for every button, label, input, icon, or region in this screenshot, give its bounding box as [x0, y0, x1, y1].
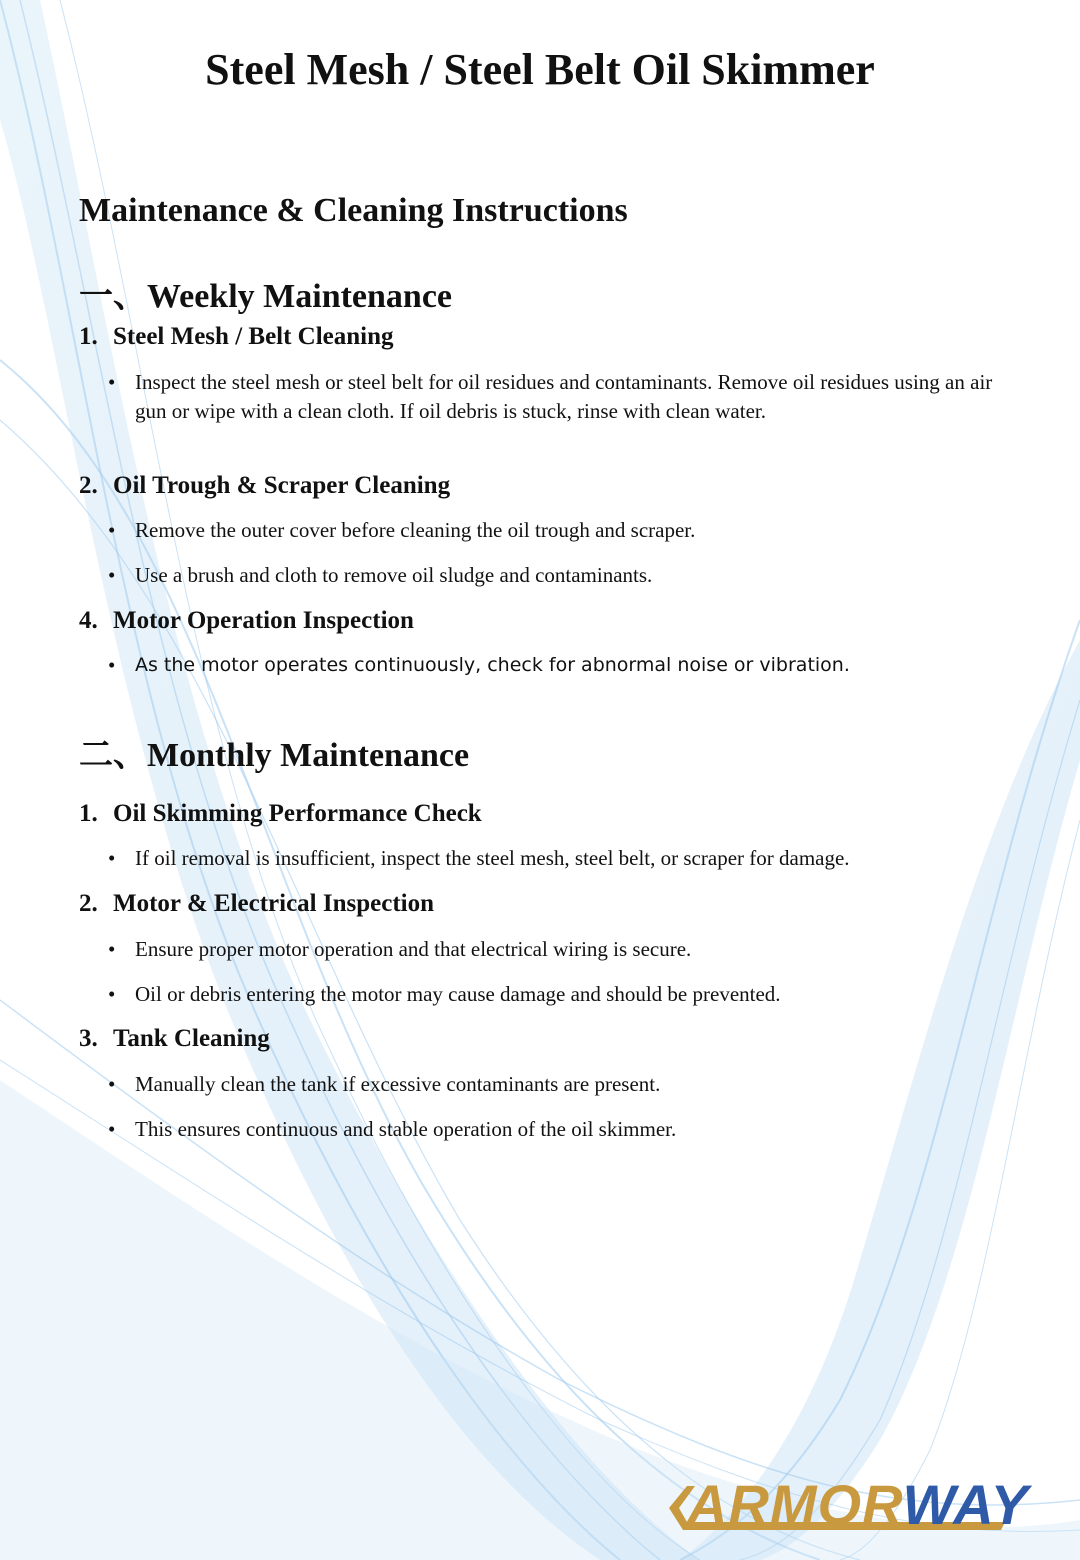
section-number: 二、: [79, 735, 147, 775]
bullet-item: • As the motor operates continuously, check for abnormal noise or vibration.: [108, 653, 850, 677]
bullet-item: • Manually clean the tank if excessive contaminants are present.: [108, 1072, 661, 1096]
section-title: Monthly Maintenance: [147, 737, 470, 774]
bullet-item: • Use a brush and cloth to remove oil sludge and contaminants.: [108, 563, 653, 587]
document-title: Steel Mesh / Steel Belt Oil Skimmer: [205, 45, 875, 94]
item-heading: 1. Oil Skimming Performance Check: [79, 800, 482, 827]
bullet-item: • Remove the outer cover before cleaning the oil trough and scraper.: [108, 518, 696, 542]
bullet-item: • If oil removal is insufficient, inspect the steel mesh, steel belt, or scraper for damage.: [108, 846, 850, 870]
section-number: 一、: [79, 276, 147, 316]
item-heading: 2. Motor & Electrical Inspection: [79, 890, 434, 917]
item-heading: 3. Tank Cleaning: [79, 1025, 270, 1052]
bullet-item: • Oil or debris entering the motor may cause damage and should be prevented.: [108, 982, 781, 1006]
document-subtitle: Maintenance & Cleaning Instructions: [79, 192, 628, 229]
item-heading: 4. Motor Operation Inspection: [79, 607, 414, 634]
armorway-logo: [665, 1473, 1070, 1538]
bullet-item: • Inspect the steel mesh or steel belt for oil residues and contaminants. Remove oil residues using an air gun or wipe with a clean cloth. If oil debris is stuck, rinse with clean water.: [108, 370, 993, 423]
bullet-item: • This ensures continuous and stable operation of the oil skimmer.: [108, 1117, 677, 1141]
logo-text-armor: ARMOR: [687, 1473, 903, 1536]
section-heading-monthly: [79, 727, 469, 776]
item-heading: 2. Oil Trough & Scraper Cleaning: [79, 472, 451, 499]
logo-text-way: WAY: [902, 1473, 1029, 1536]
section-heading-weekly: [79, 268, 452, 317]
item-heading: 1. Steel Mesh / Belt Cleaning: [79, 323, 394, 350]
bullet-item: • Ensure proper motor operation and that electrical wiring is secure.: [108, 937, 692, 961]
section-title: Weekly Maintenance: [147, 278, 453, 315]
